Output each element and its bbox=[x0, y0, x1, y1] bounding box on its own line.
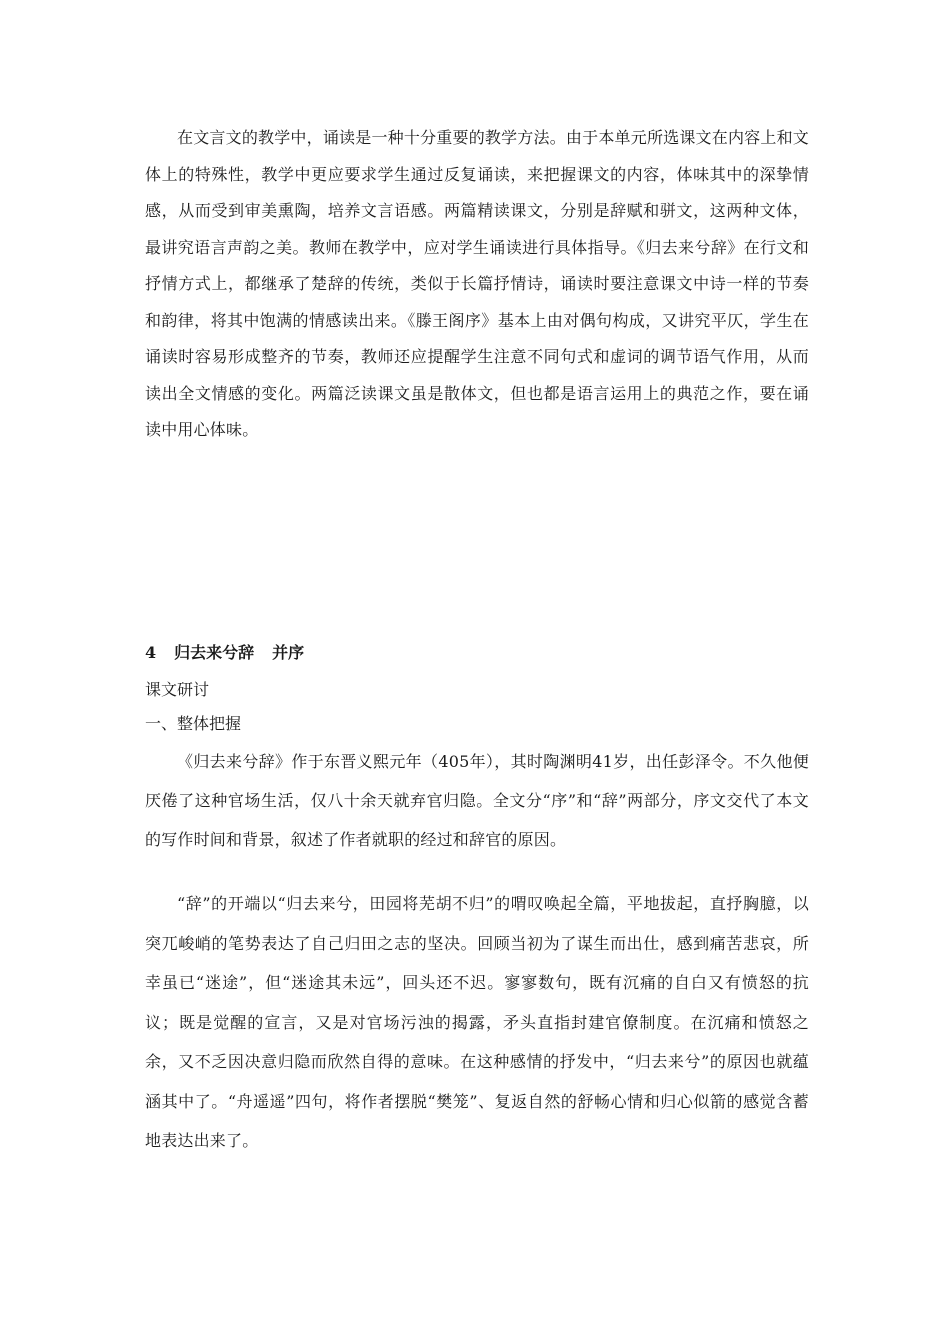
section-label: 课文研讨 bbox=[145, 680, 210, 699]
subsection-label: 一、整体把握 bbox=[145, 714, 242, 733]
lesson-subtitle: 并序 bbox=[272, 643, 305, 662]
body-paragraph-2: “辞”的开端以“归去来兮，田园将芜胡不归”的喟叹唤起全篇，平地拔起，直抒胸臆，以突兀峻峭的笔势表达了自己归田之志的坚决。回顾当初为了谋生而出仕，感到痛苦悲哀，所幸虽已“迷途”，但“迷途其未远”，回头还不迟。寥寥数句，既有沉痛的自白又有愤怒的抗议；既是觉醒的宣言，又是对官场污浊的揭露，矛头直指封建官僚制度。在沉痛和愤怒之余，又不乏因决意归隐而欣然自得的意味。在这种感情的抒发中，“归去来兮”的原因也就蕴涵其中了。“舟遥遥”四句，将作者摆脱“樊笼”、复返自然的舒畅心情和归心似箭的感觉含蓄地表达出来了。 bbox=[145, 894, 809, 1150]
lesson-number: 4 bbox=[145, 643, 157, 662]
body-paragraph-1: 《归去来兮辞》作于东晋义熙元年（405年），其时陶渊明41岁，出任彭泽令。不久他便厌倦了这种官场生活，仅八十余天就弃官归隐。全文分“序”和“辞”两部分，序文交代了本文的写作时间和背景，叙述了作者就职的经过和辞官的原因。 bbox=[145, 752, 809, 849]
lesson-title-text: 归去来兮辞 bbox=[174, 643, 255, 662]
lesson-title bbox=[145, 643, 304, 663]
intro-paragraph: 在文言文的教学中，诵读是一种十分重要的教学方法。由于本单元所选课文在内容上和文体上的特殊性，教学中更应要求学生通过反复诵读，来把握课文的内容，体味其中的深挚情感，从而受到审美熏陶，培养文言语感。两篇精读课文，分别是辞赋和骈文，这两种文体，最讲究语言声韵之美。教师在教学中，应对学生诵读进行具体指导。《归去来兮辞》在行文和抒情方式上，都继承了楚辞的传统，类似于长篇抒情诗，诵读时要注意课文中诗一样的节奏和韵律，将其中饱满的情感读出来。《滕王阁序》基本上由对偶句构成，又讲究平仄，学生在诵读时容易形成整齐的节奏，教师还应提醒学生注意不同句式和虚词的调节语气作用，从而读出全文情感的变化。两篇泛读课文虽是散体文，但也都是语言运用上的典范之作，要在诵读中用心体味。 bbox=[145, 128, 809, 439]
